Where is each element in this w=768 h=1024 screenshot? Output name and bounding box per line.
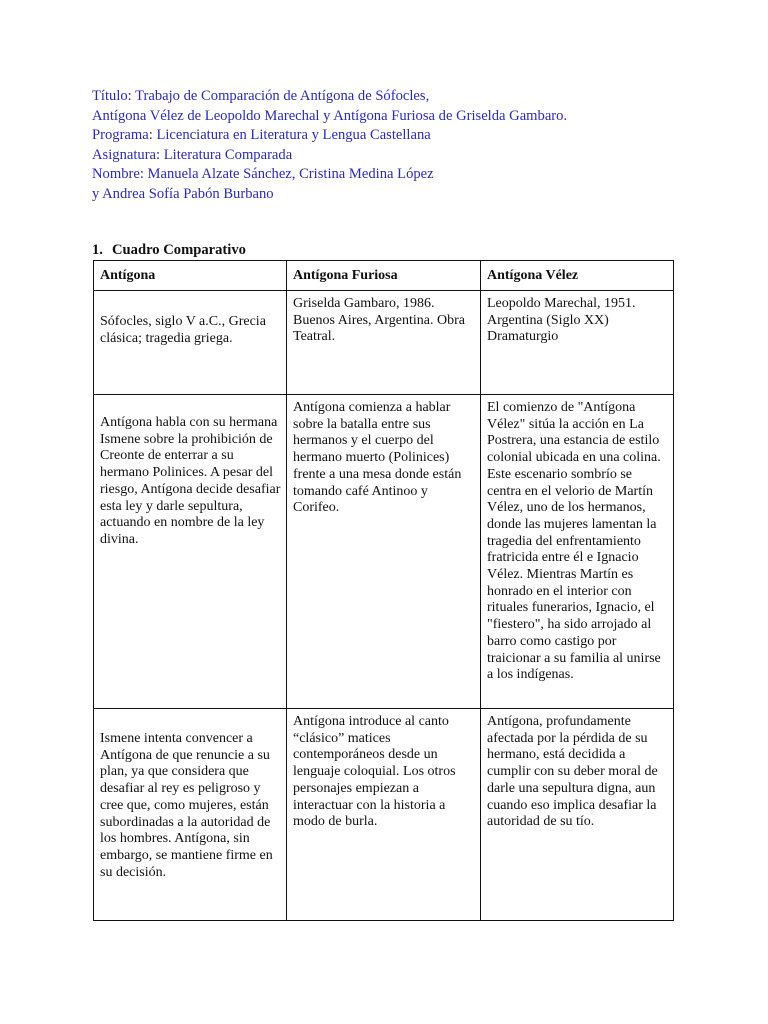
cell-text: Antígona habla con su hermana Ismene sobre la prohibición de Creonte de enterrar a su hermano Polinices. A pesar del riesgo, Antígona decide desafiar esta ley y darle sepultura, actuando en nombre de la ley divina. [100, 415, 281, 547]
cell-text: Antígona comienza a hablar sobre la batalla entre sus hermanos y el cuerpo del hermano muerto (Polinices) frente a una mesa donde están tomando café Antinoo y Corifeo. [293, 400, 462, 516]
table-cell [287, 709, 481, 921]
cell-text: El comienzo de "Antígona Vélez" sitúa la acción en La Postrera, una estancia de estilo colonial ubicada en una colina. Este escenario sombrío se centra en el velorio de Martín Vélez, uno de los hermanos, donde las mujeres lamentan la tragedia del enfrentamiento fratricida entre él e Ignacio Vélez. Mientras Martín es honrado en el interior con rituales funerarios, Ignacio, el "fiestero", ha sido arrojado al barro como castigo por traicionar a su familia al unirse a los indígenas. [487, 400, 661, 683]
table-row [94, 291, 674, 395]
column-header-antigona-furiosa: Antígona Furiosa [287, 261, 481, 291]
table-cell [481, 709, 674, 921]
header-title-line: Título: Trabajo de Comparación de Antígona de Sófocles, [92, 88, 430, 104]
header-title-continuation: Antígona Vélez de Leopoldo Marechal y Antígona Furiosa de Griselda Gambaro. [92, 107, 568, 124]
table-cell [481, 291, 674, 395]
cell-text: Antígona, profundamente afectada por la pérdida de su hermano, está decidida a cumplir con su deber moral de darle una sepultura digna, aun cuando eso implica desafiar la autoridad de su tío. [487, 714, 658, 830]
document-header [92, 87, 712, 204]
table-cell [94, 291, 287, 395]
table-cell [94, 709, 287, 921]
header-names-continuation: y Andrea Sofía Pabón Burbano [92, 185, 274, 202]
header-program: Programa: Licenciatura en Literatura y Lengua Castellana [92, 127, 431, 143]
cell-text: Griselda Gambaro, 1986. Buenos Aires, Argentina. Obra Teatral. [293, 296, 465, 345]
section-number: 1. [92, 242, 103, 258]
header-subject: Asignatura: Literatura Comparada [92, 146, 293, 163]
table-header-row [94, 261, 674, 291]
table-cell [481, 395, 674, 709]
section-title: Cuadro Comparativo [112, 242, 246, 258]
table-cell [287, 291, 481, 395]
comparison-table [93, 260, 674, 921]
table-cell [287, 395, 481, 709]
cell-text: Ismene intenta convencer a Antígona de que renuncie a su plan, ya que considera que desafiar al rey es peligroso y cree que, como mujeres, están subordinadas a la autoridad de los hombres. Antígona, sin embargo, se mantiene firme en su decisión. [100, 731, 273, 880]
table-row [94, 395, 674, 709]
header-names: Nombre: Manuela Alzate Sánchez, Cristina Medina López [92, 166, 434, 182]
cell-text: Sófocles, siglo V a.C., Grecia clásica; tragedia griega. [100, 314, 266, 346]
table-cell [94, 395, 287, 709]
section-heading [92, 241, 246, 259]
column-header-antigona-velez: Antígona Vélez [481, 261, 674, 291]
table-row [94, 709, 674, 921]
column-header-antigona: Antígona [94, 261, 287, 291]
cell-text: Leopoldo Marechal, 1951. Argentina (Siglo XX) Dramaturgio [487, 296, 636, 345]
cell-text: Antígona introduce al canto “clásico” matices contemporáneos desde un lenguaje coloquial. Los otros personajes empiezan a interactuar con la historia a modo de burla. [293, 714, 456, 830]
